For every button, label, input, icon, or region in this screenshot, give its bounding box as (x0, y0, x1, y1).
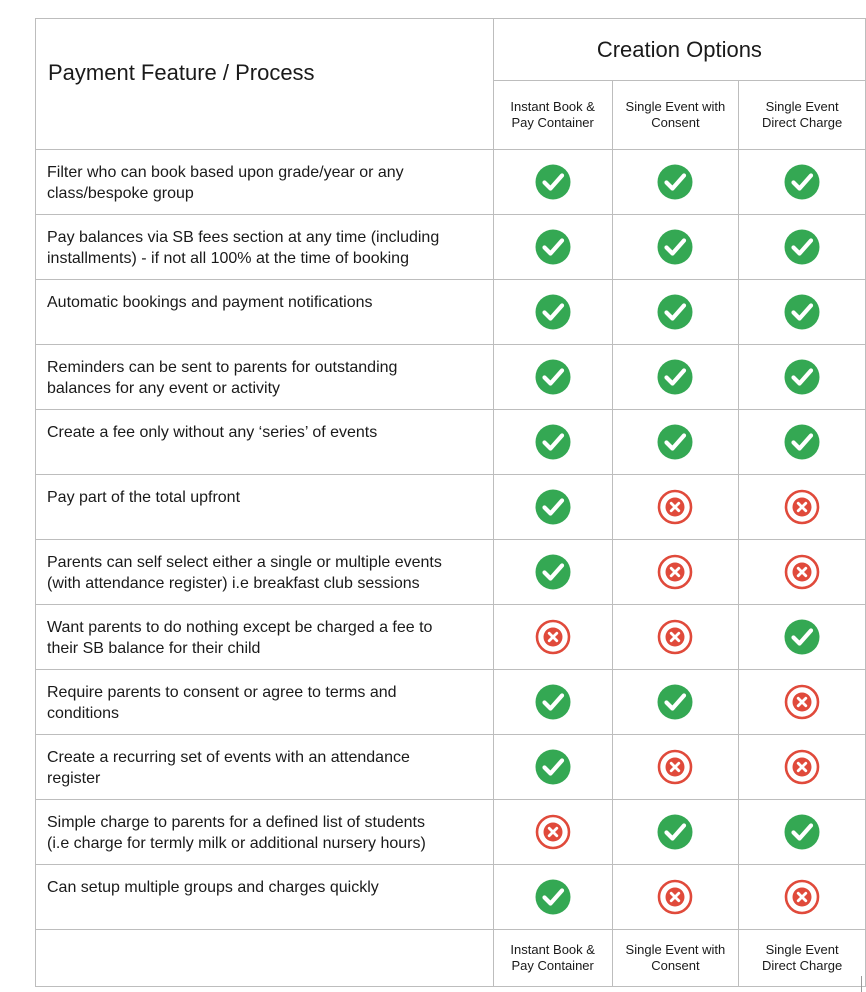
payment-options-table (35, 18, 866, 987)
feature-rows (36, 150, 866, 930)
text-line: Pay balances via SB fees section at any time (including (47, 229, 440, 246)
text-line: balances for any event or activity (47, 380, 281, 397)
option-support-cell (612, 670, 739, 735)
feature-row (36, 735, 866, 800)
check-circle-icon (657, 164, 693, 200)
feature-row (36, 540, 866, 605)
cross-circle-icon (784, 684, 820, 720)
option-header (612, 81, 739, 150)
feature-row (36, 345, 866, 410)
feature-description (36, 865, 494, 930)
check-circle-icon (657, 814, 693, 850)
cross-circle-icon (657, 879, 693, 915)
check-circle-icon (535, 294, 571, 330)
cross-circle-icon (535, 814, 571, 850)
option-footer-row (36, 930, 866, 987)
check-circle-icon (535, 229, 571, 265)
option-support-cell (612, 345, 739, 410)
text-line: Single Event (765, 942, 839, 957)
text-line: Want parents to do nothing except be charged a fee to (47, 619, 433, 636)
text-line: conditions (47, 705, 120, 722)
option-support-cell (493, 150, 612, 215)
option-support-cell (612, 215, 739, 280)
feature-description (36, 540, 494, 605)
text-line: Pay Container (511, 115, 594, 131)
text-line: Direct Charge (762, 115, 843, 131)
option-support-cell (612, 475, 739, 540)
check-circle-icon (535, 359, 571, 395)
creation-options-header: Creation Options (493, 19, 865, 81)
text-line: (with attendance register) i.e breakfast club sessions (47, 575, 420, 592)
cross-circle-icon (657, 489, 693, 525)
option-support-cell (739, 345, 866, 410)
option-support-cell (739, 735, 866, 800)
option-support-cell (739, 475, 866, 540)
option-support-cell (493, 735, 612, 800)
feature-column-header: Payment Feature / Process (36, 19, 494, 150)
check-circle-icon (784, 359, 820, 395)
option-support-cell (612, 865, 739, 930)
option-header (493, 81, 612, 150)
feature-row (36, 150, 866, 215)
page-edge-line (861, 976, 862, 992)
check-circle-icon (535, 424, 571, 460)
text-line: Instant Book & (510, 99, 595, 115)
feature-description (36, 345, 494, 410)
text-line: Consent (651, 958, 700, 973)
check-circle-icon (535, 749, 571, 785)
text-line: Instant Book & (510, 942, 595, 957)
feature-description (36, 215, 494, 280)
check-circle-icon (535, 879, 571, 915)
option-support-cell (739, 540, 866, 605)
text-line: Pay Container (511, 958, 594, 973)
option-support-cell (612, 410, 739, 475)
check-circle-icon (657, 359, 693, 395)
text-line: Pay part of the total upfront (47, 489, 241, 506)
feature-row (36, 215, 866, 280)
text-line: Create a recurring set of events with an attendance (47, 749, 410, 766)
text-line: Consent (651, 115, 700, 131)
text-line: installments) - if not all 100% at the time of booking (47, 250, 409, 267)
check-circle-icon (784, 814, 820, 850)
cross-circle-icon (784, 879, 820, 915)
option-footer (493, 930, 612, 987)
check-circle-icon (784, 294, 820, 330)
feature-description (36, 800, 494, 865)
check-circle-icon (535, 489, 571, 525)
check-circle-icon (535, 164, 571, 200)
option-support-cell (493, 280, 612, 345)
feature-description (36, 475, 494, 540)
option-support-cell (739, 215, 866, 280)
cross-circle-icon (535, 619, 571, 655)
option-support-cell (612, 605, 739, 670)
feature-row (36, 800, 866, 865)
check-circle-icon (535, 684, 571, 720)
option-support-cell (612, 800, 739, 865)
text-line: Direct Charge (762, 958, 843, 973)
option-support-cell (739, 800, 866, 865)
feature-description (36, 670, 494, 735)
check-circle-icon (535, 554, 571, 590)
option-support-cell (612, 150, 739, 215)
text-line: Create a fee only without any ‘series’ of events (47, 424, 378, 441)
check-circle-icon (657, 229, 693, 265)
feature-row (36, 865, 866, 930)
feature-description (36, 280, 494, 345)
text-line: (i.e charge for termly milk or additional nursery hours) (47, 835, 426, 852)
option-support-cell (493, 215, 612, 280)
footer-blank-cell (36, 930, 494, 987)
option-footer (739, 930, 866, 987)
feature-description (36, 410, 494, 475)
option-support-cell (612, 280, 739, 345)
option-footer (612, 930, 739, 987)
check-circle-icon (784, 424, 820, 460)
text-line: Filter who can book based upon grade/year or any (47, 164, 404, 181)
check-circle-icon (657, 424, 693, 460)
feature-description (36, 150, 494, 215)
feature-row (36, 280, 866, 345)
option-header (739, 81, 866, 150)
cross-circle-icon (784, 489, 820, 525)
text-line: Parents can self select either a single or multiple events (47, 554, 442, 571)
feature-row (36, 605, 866, 670)
text-line: Single Event (765, 99, 839, 115)
feature-description (36, 735, 494, 800)
text-line: Reminders can be sent to parents for outstanding (47, 359, 398, 376)
option-support-cell (612, 540, 739, 605)
text-line: Single Event with (625, 942, 726, 957)
cross-circle-icon (784, 749, 820, 785)
option-support-cell (493, 670, 612, 735)
option-support-cell (739, 150, 866, 215)
text-line: their SB balance for their child (47, 640, 261, 657)
text-line: class/bespoke group (47, 185, 194, 202)
text-line: register (47, 770, 101, 787)
text-line: Single Event with (625, 99, 726, 115)
feature-row (36, 670, 866, 735)
check-circle-icon (784, 164, 820, 200)
cross-circle-icon (657, 554, 693, 590)
check-circle-icon (784, 619, 820, 655)
option-support-cell (493, 800, 612, 865)
feature-row (36, 410, 866, 475)
option-support-cell (493, 605, 612, 670)
text-line: Simple charge to parents for a defined list of students (47, 814, 425, 831)
option-support-cell (739, 280, 866, 345)
option-support-cell (739, 410, 866, 475)
check-circle-icon (657, 684, 693, 720)
check-circle-icon (784, 229, 820, 265)
option-support-cell (493, 410, 612, 475)
option-support-cell (493, 540, 612, 605)
option-support-cell (739, 670, 866, 735)
option-support-cell (493, 345, 612, 410)
cross-circle-icon (657, 619, 693, 655)
option-support-cell (739, 605, 866, 670)
feature-description (36, 605, 494, 670)
text-line: Automatic bookings and payment notifications (47, 294, 373, 311)
cross-circle-icon (784, 554, 820, 590)
text-line: Can setup multiple groups and charges quickly (47, 879, 379, 896)
feature-row (36, 475, 866, 540)
option-support-cell (612, 735, 739, 800)
cross-circle-icon (657, 749, 693, 785)
option-support-cell (493, 475, 612, 540)
check-circle-icon (657, 294, 693, 330)
option-support-cell (739, 865, 866, 930)
text-line: Require parents to consent or agree to terms and (47, 684, 397, 701)
option-support-cell (493, 865, 612, 930)
